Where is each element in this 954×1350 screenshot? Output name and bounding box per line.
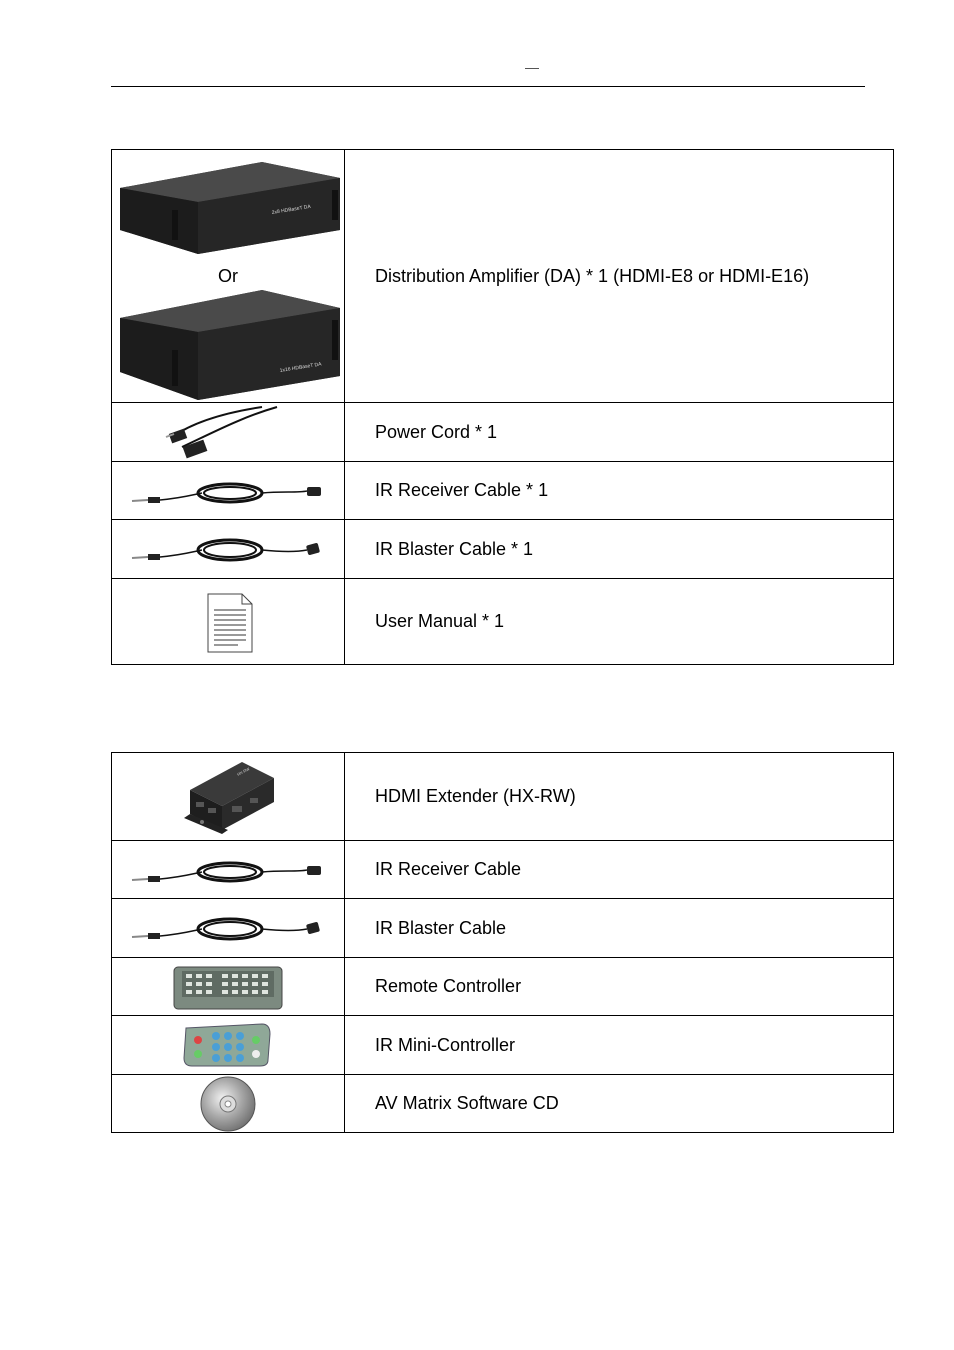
item-label: HDMI Extender (HX-RW) bbox=[345, 753, 894, 841]
package-contents-table bbox=[111, 149, 894, 665]
table-row bbox=[112, 753, 894, 841]
image-cell bbox=[112, 1016, 345, 1075]
table-row bbox=[112, 1016, 894, 1075]
header-mark bbox=[525, 68, 539, 69]
ir-mini-controller-icon bbox=[112, 1016, 344, 1074]
power-cord-icon bbox=[112, 403, 344, 461]
table-row bbox=[112, 899, 894, 958]
image-cell bbox=[112, 403, 345, 462]
item-label: IR Blaster Cable bbox=[345, 899, 894, 958]
image-cell bbox=[112, 1075, 345, 1133]
table-row bbox=[112, 150, 894, 403]
rack-amplifier-icon bbox=[112, 150, 344, 402]
item-label: Power Cord * 1 bbox=[345, 403, 894, 462]
image-cell bbox=[112, 899, 345, 958]
ir-blaster-cable-icon bbox=[112, 899, 344, 957]
document-icon bbox=[112, 580, 344, 664]
cd-icon bbox=[112, 1076, 344, 1132]
image-cell bbox=[112, 958, 345, 1016]
table-row bbox=[112, 1075, 894, 1133]
image-cell bbox=[112, 841, 345, 899]
item-label: Distribution Amplifier (DA) * 1 (HDMI-E8 or HDMI-E16) bbox=[345, 150, 894, 403]
ir-receiver-cable-icon bbox=[112, 842, 344, 898]
image-cell bbox=[112, 753, 345, 841]
item-label: IR Mini-Controller bbox=[345, 1016, 894, 1075]
header-rule bbox=[111, 86, 865, 87]
table-row bbox=[112, 520, 894, 579]
item-label: IR Receiver Cable bbox=[345, 841, 894, 899]
ir-blaster-cable-icon bbox=[112, 520, 344, 578]
table-row bbox=[112, 841, 894, 899]
table-row bbox=[112, 462, 894, 520]
image-cell bbox=[112, 462, 345, 520]
extender-contents-table bbox=[111, 752, 894, 1133]
remote-controller-icon bbox=[112, 959, 344, 1015]
table-row bbox=[112, 403, 894, 462]
hdmi-extender-icon bbox=[112, 754, 344, 840]
item-label: Remote Controller bbox=[345, 958, 894, 1016]
table-row bbox=[112, 579, 894, 665]
svg-text:2x8 HDBaseT DA: 2x8 HDBaseT DA bbox=[271, 203, 312, 216]
image-cell bbox=[112, 520, 345, 579]
table-row bbox=[112, 958, 894, 1016]
item-label: AV Matrix Software CD bbox=[345, 1075, 894, 1133]
image-cell bbox=[112, 150, 345, 403]
image-cell bbox=[112, 579, 345, 665]
ir-receiver-cable-icon bbox=[112, 463, 344, 519]
or-label: Or bbox=[218, 266, 238, 286]
item-label: User Manual * 1 bbox=[345, 579, 894, 665]
item-label: IR Receiver Cable * 1 bbox=[345, 462, 894, 520]
item-label: IR Blaster Cable * 1 bbox=[345, 520, 894, 579]
svg-text:1x16 HDBaseT DA: 1x16 HDBaseT DA bbox=[279, 361, 322, 374]
svg-text:HX-RW: HX-RW bbox=[236, 765, 251, 777]
